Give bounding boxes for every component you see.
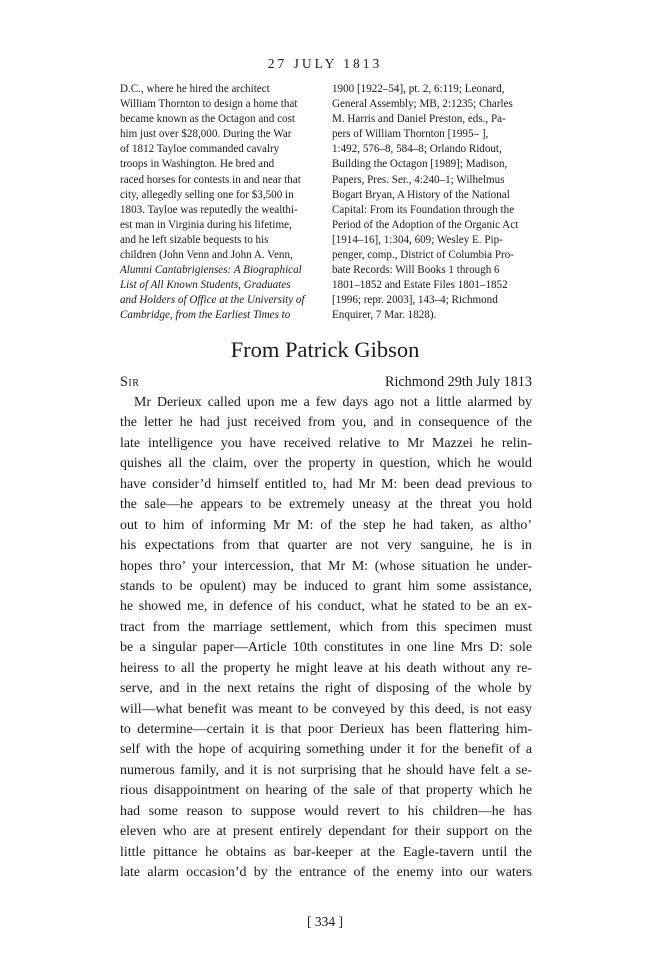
footnote-line: city, allegedly selling one for $3,500 in [120,188,294,201]
footnote-line: 1:492, 576–8, 584–8; Orlando Ridout, [332,143,502,156]
footnote-line: Cambridge, from the Earliest Times to [120,309,291,322]
footnote-continuation [120,82,532,324]
footnote-line: troops in Washington. He bred and [120,158,275,171]
footnote-line: List of All Known Students, Graduates [120,279,291,292]
footnote-line: of 1812 Tayloe commanded cavalry [120,143,280,156]
footnote-line: bate Records: Will Books 1 through 6 [332,264,500,277]
footnote-line: est man in Virginia during his lifetime, [120,218,292,231]
footnote-line: became known as the Octagon and cost [120,113,295,126]
footnote-line: raced horses for contests in and near that [120,173,301,186]
footnote-line: Bogart Bryan, A History of the National [332,188,510,201]
body-line: rious disappointment on hearing of the sale of that property which he [120,783,532,799]
footnote-right-column [332,82,532,324]
body-line: the sale—he appears to be extremely uneasy at the threat you hold [120,497,532,513]
footnote-left-column [120,82,320,324]
running-head: 27 JULY 1813 [267,56,383,71]
footnote-line: D.C., where he hired the architect [120,83,270,95]
footnote-line: Papers, Pres. Ser., 4:240–1; Wilhelmus [332,173,505,186]
body-line: he showed me, in defence of his conduct, what he stated to be an ex- [120,599,532,615]
footnote-line: General Assembly; MB, 2:1235; Charles [332,98,513,111]
body-line: serve, and in the next retains the right of disposing of the whole by [120,681,532,697]
footnote-line: [1996; repr. 2003], 143–4; Richmond [332,294,498,307]
footnote-line: M. Harris and Daniel Preston, eds., Pa- [332,113,506,126]
body-line: hopes thro’ your intercession, that Mr M: (whose situation he under- [120,558,532,574]
footnote-line: and he left sizable bequests to his [120,233,269,246]
footnote-line: Alumni Cantabrigienses: A Biographical [120,264,302,277]
body-line: eleven who are at present entirely dependant for their support on the [120,824,532,840]
footnote-line: Period of the Adoption of the Organic Act [332,218,519,231]
body-line: quishes all the claim, over the property in question, which he would [120,456,532,472]
dateline: Richmond 29th July 1813 [384,374,532,390]
body-line: had some reason to suppose would revert to his children—he has [120,803,532,819]
body-line: to determine—certain it is that poor Derieux has been flattering him- [120,722,532,737]
document-title: From Patrick Gibson [230,337,420,362]
footnote-line: penger, comp., District of Columbia Pro- [332,249,514,262]
body-line: his expectations from that quarter are not very sanguine, he is in [120,538,532,554]
footnote-line: 1900 [1922–54], pt. 2, 6:119; Leonard, [332,83,505,95]
page-number: [ 334 ] [307,914,343,929]
body-line: be a singular paper—Article 10th constitutes in one line Mrs D: sole [120,640,532,656]
body-line: out to him of informing Mr M: of the step he had taken, as altho’ [120,517,532,533]
footnote-line: [1914–16], 1:304, 609; Wesley E. Pip- [332,233,503,246]
body-line: have consider’d himself entitled to, had Mr M: been dead previous to [120,476,532,492]
footnote-line: William Thornton to design a home that [120,98,298,111]
footnote-line: pers of William Thornton [1995– ], [332,128,489,141]
body-line: heiress to all the property he might leave at his death without any re- [120,660,532,676]
footnote-line: 1803. Tayloe was reputedly the wealthi- [120,203,298,216]
body-line: self with the hope of acquiring something under it for the benefit of a [120,742,532,758]
body-line: late alarm occasion’d by the entrance of the enemy into our waters [120,865,532,881]
body-line: numerous family, and it is not surprising that he should have felt a se- [120,762,532,778]
body-line: little pittance he obtains as bar-keeper at the Eagle-tavern until the [120,844,532,860]
body-line: the letter he had just received from you, and in consequence of the [120,415,532,431]
footnote-line: Building the Octagon [1989]; Madison, [332,158,508,171]
letter-body [120,393,532,884]
footnote-line: children (John Venn and John A. Venn, [120,249,293,262]
salutation: Sir [120,374,140,390]
footnote-line: Capital: From its Foundation through the [332,203,515,216]
footnote-line: 1801–1852 and Estate Files 1801–1852 [332,279,508,292]
body-line: Mr Derieux called upon me a few days ago not a little alarmed by [134,395,532,410]
footnote-line: Enquirer, 7 Mar. 1828). [332,309,437,322]
footnote-line: and Holders of Office at the University of [120,294,305,307]
body-line: late intelligence you have received relative to Mr Mazzei he relin- [120,435,532,451]
body-line: tract from the marriage settlement, which from this specimen must [120,619,532,635]
body-line: will—what benefit was meant to be conveyed by this deed, is not easy [120,701,532,717]
body-line: stands to be opulent) may be induced to grant him some assistance, [120,578,532,594]
footnote-line: him just over $28,000. During the War [120,128,292,141]
